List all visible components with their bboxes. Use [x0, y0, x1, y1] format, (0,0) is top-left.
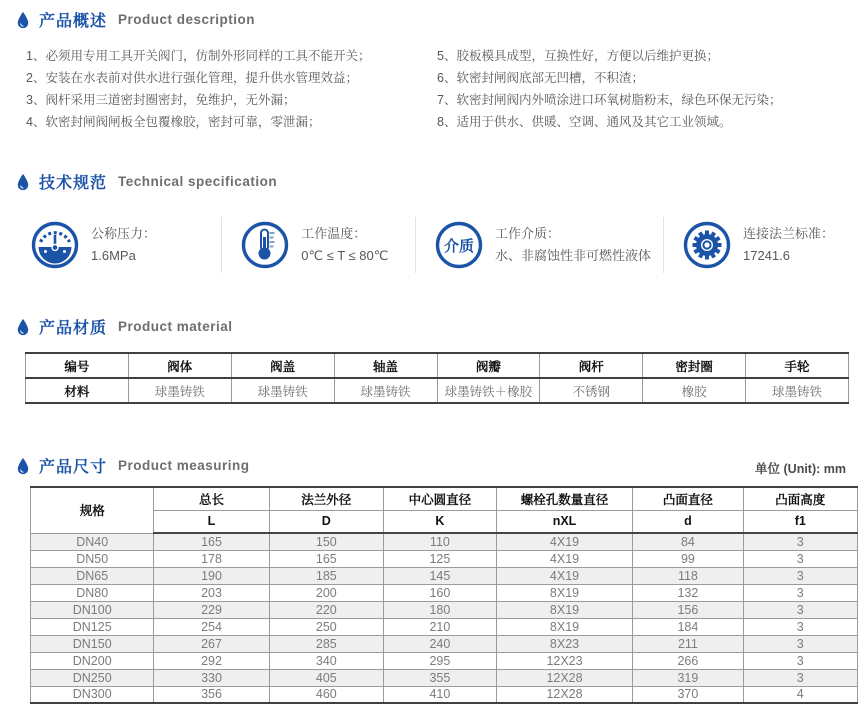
value-cell: 460	[269, 686, 383, 703]
value-cell: 410	[384, 686, 497, 703]
spec-cell: DN50	[31, 550, 154, 567]
spec-cell: DN80	[31, 584, 154, 601]
spec-cell: DN125	[31, 618, 154, 635]
spec-label: 工作介质：	[494, 226, 560, 241]
value-cell: 356	[154, 686, 269, 703]
spec-row	[30, 217, 848, 273]
value-cell: 3	[743, 533, 857, 550]
spec-section-header	[16, 170, 848, 193]
value-cell: 285	[269, 635, 383, 652]
spec-value: 1.6MPa	[91, 248, 136, 263]
value-cell: 254	[154, 618, 269, 635]
col-header: 阀体	[128, 353, 231, 378]
overview-list-left	[26, 46, 437, 134]
material-cell: 球墨铸铁	[746, 378, 849, 403]
value-cell: 184	[633, 618, 743, 635]
value-cell: 145	[384, 567, 497, 584]
value-cell: 165	[154, 533, 269, 550]
measuring-section-head	[14, 454, 848, 477]
value-cell: 156	[633, 601, 743, 618]
value-cell: 160	[384, 584, 497, 601]
value-cell: 295	[384, 652, 497, 669]
measuring-table	[30, 486, 858, 704]
spec-title-en: Technical specification	[118, 174, 278, 189]
list-item: 3、阀杆采用三道密封圈密封，免维护，无外漏；	[26, 93, 296, 107]
list-item: 5、胶板模具成型，互换性好，方便以后维护更换；	[437, 49, 719, 63]
material-cell: 橡胶	[643, 378, 746, 403]
material-title-en: Product material	[118, 319, 233, 334]
spec-cell: DN250	[31, 669, 154, 686]
overview-title-en: Product description	[118, 12, 256, 27]
material-value-row	[26, 378, 849, 403]
list-item: 2、安装在水表前对供水进行强化管理，提升供水管理效益；	[26, 71, 358, 85]
list-item: 6、软密封闸阀底部无凹槽，不积渣；	[437, 71, 644, 85]
spec-block-medium	[415, 217, 663, 273]
table-row	[31, 635, 858, 652]
table-row	[31, 567, 858, 584]
spec-value: 水、非腐蚀性非可燃性液体	[494, 248, 651, 263]
spec-cell: DN65	[31, 567, 154, 584]
spec-text	[495, 223, 651, 267]
value-cell: 4X19	[496, 533, 632, 550]
overview-list-right	[437, 46, 848, 134]
col-header: 密封圈	[643, 353, 746, 378]
measuring-title-zh: 产品尺寸	[39, 459, 108, 476]
spec-cell: DN150	[31, 635, 154, 652]
table-row	[31, 533, 858, 550]
spec-block-temperature	[221, 217, 415, 273]
spec-title-zh: 技术规范	[39, 175, 108, 192]
value-cell: 3	[743, 669, 857, 686]
list-item: 1、必须用专用工具开关阀门，仿制外形同样的工具不能开关；	[26, 49, 371, 63]
spec-cell: DN100	[31, 601, 154, 618]
water-drop-icon	[16, 173, 30, 191]
water-drop-icon	[16, 318, 30, 336]
material-cell: 球墨铸铁＋橡胶	[437, 378, 540, 403]
value-cell: 12X28	[496, 669, 632, 686]
medium-icon-text: 介质	[443, 237, 474, 255]
row-label: 材料	[26, 378, 129, 403]
col-symbol: nXL	[496, 510, 632, 533]
spec-label: 公称压力：	[91, 226, 157, 241]
value-cell: 180	[384, 601, 497, 618]
value-cell: 99	[633, 550, 743, 567]
material-cell: 不锈钢	[540, 378, 643, 403]
value-cell: 185	[269, 567, 383, 584]
list-item: 8、适用于供水、供暖、空调、通风及其它工业领域。	[437, 115, 732, 129]
list-item: 7、软密封闸阀内外喷涂进口环氧树脂粉末，绿色环保无污染；	[437, 93, 782, 107]
value-cell: 8X19	[496, 584, 632, 601]
table-row	[31, 618, 858, 635]
col-header-spec: 规格	[31, 487, 154, 533]
gear-icon	[682, 220, 732, 270]
table-row	[31, 669, 858, 686]
measuring-title-en: Product measuring	[118, 458, 250, 473]
value-cell: 405	[269, 669, 383, 686]
spec-text	[743, 223, 834, 267]
spec-text	[91, 223, 156, 267]
water-drop-icon	[16, 11, 30, 29]
col-header: 阀瓣	[437, 353, 540, 378]
col-header: 螺栓孔数量直径	[496, 487, 632, 510]
spec-value: 17241.6	[742, 248, 790, 263]
value-cell: 3	[743, 652, 857, 669]
col-symbol: D	[269, 510, 383, 533]
col-symbol: f1	[743, 510, 857, 533]
value-cell: 4X19	[496, 550, 632, 567]
col-header: 编号	[26, 353, 129, 378]
value-cell: 240	[384, 635, 497, 652]
value-cell: 8X23	[496, 635, 632, 652]
col-header: 凸面直径	[633, 487, 743, 510]
col-header: 总长	[154, 487, 269, 510]
value-cell: 8X19	[496, 601, 632, 618]
overview-title-zh: 产品概述	[39, 13, 108, 30]
value-cell: 267	[154, 635, 269, 652]
spec-text	[301, 223, 388, 267]
col-header: 凸面高度	[743, 487, 857, 510]
material-title-zh: 产品材质	[39, 320, 108, 337]
value-cell: 266	[633, 652, 743, 669]
spec-cell: DN200	[31, 652, 154, 669]
value-cell: 3	[743, 567, 857, 584]
value-cell: 4X19	[496, 567, 632, 584]
overview-section-header	[16, 8, 848, 31]
value-cell: 165	[269, 550, 383, 567]
value-cell: 340	[269, 652, 383, 669]
spec-block-flange	[663, 217, 848, 273]
value-cell: 178	[154, 550, 269, 567]
value-cell: 292	[154, 652, 269, 669]
value-cell: 370	[633, 686, 743, 703]
col-header: 法兰外径	[269, 487, 383, 510]
value-cell: 319	[633, 669, 743, 686]
medium-icon	[434, 220, 484, 270]
value-cell: 330	[154, 669, 269, 686]
value-cell: 125	[384, 550, 497, 567]
measuring-header-row-names	[31, 487, 858, 510]
value-cell: 3	[743, 601, 857, 618]
table-row	[31, 550, 858, 567]
value-cell: 110	[384, 533, 497, 550]
value-cell: 210	[384, 618, 497, 635]
value-cell: 229	[154, 601, 269, 618]
measuring-table-head	[31, 487, 858, 533]
spec-value: 0℃ ≤ T ≤ 80℃	[301, 248, 389, 263]
value-cell: 8X19	[496, 618, 632, 635]
spec-block-pressure	[30, 217, 221, 273]
water-drop-icon	[16, 457, 30, 475]
spec-cell: DN40	[31, 533, 154, 550]
table-row	[31, 601, 858, 618]
value-cell: 118	[633, 567, 743, 584]
table-row	[31, 584, 858, 601]
col-header: 阀杆	[540, 353, 643, 378]
spec-label: 连接法兰标准：	[742, 226, 834, 241]
value-cell: 132	[633, 584, 743, 601]
material-header-row	[26, 353, 849, 378]
col-header: 阀盖	[231, 353, 334, 378]
spec-cell: DN300	[31, 686, 154, 703]
value-cell: 190	[154, 567, 269, 584]
material-cell: 球墨铸铁	[334, 378, 437, 403]
list-item: 4、软密封闸阀闸板全包覆橡胶，密封可靠，零泄漏；	[26, 115, 321, 129]
value-cell: 211	[633, 635, 743, 652]
measuring-section-header	[16, 454, 250, 477]
col-symbol: K	[384, 510, 497, 533]
measuring-table-body	[31, 533, 858, 703]
value-cell: 12X28	[496, 686, 632, 703]
value-cell: 220	[269, 601, 383, 618]
value-cell: 355	[384, 669, 497, 686]
measuring-header-row-symbols	[31, 510, 858, 533]
col-symbol: L	[154, 510, 269, 533]
value-cell: 250	[269, 618, 383, 635]
unit-label: 单位 (Unit): mm	[755, 462, 846, 476]
col-header: 轴盖	[334, 353, 437, 378]
value-cell: 12X23	[496, 652, 632, 669]
value-cell: 200	[269, 584, 383, 601]
col-symbol: d	[633, 510, 743, 533]
spec-label: 工作温度：	[301, 226, 367, 241]
value-cell: 3	[743, 550, 857, 567]
material-section-header	[16, 315, 848, 338]
material-cell: 球墨铸铁	[128, 378, 231, 403]
value-cell: 3	[743, 635, 857, 652]
value-cell: 203	[154, 584, 269, 601]
pressure-gauge-icon	[30, 220, 80, 270]
col-header: 中心圆直径	[384, 487, 497, 510]
thermometer-icon	[240, 220, 290, 270]
value-cell: 84	[633, 533, 743, 550]
value-cell: 4	[743, 686, 857, 703]
value-cell: 150	[269, 533, 383, 550]
col-header: 手轮	[746, 353, 849, 378]
value-cell: 3	[743, 584, 857, 601]
table-row	[31, 686, 858, 703]
table-row	[31, 652, 858, 669]
material-table	[25, 352, 849, 404]
overview-list	[26, 46, 848, 134]
value-cell: 3	[743, 618, 857, 635]
material-cell: 球墨铸铁	[231, 378, 334, 403]
